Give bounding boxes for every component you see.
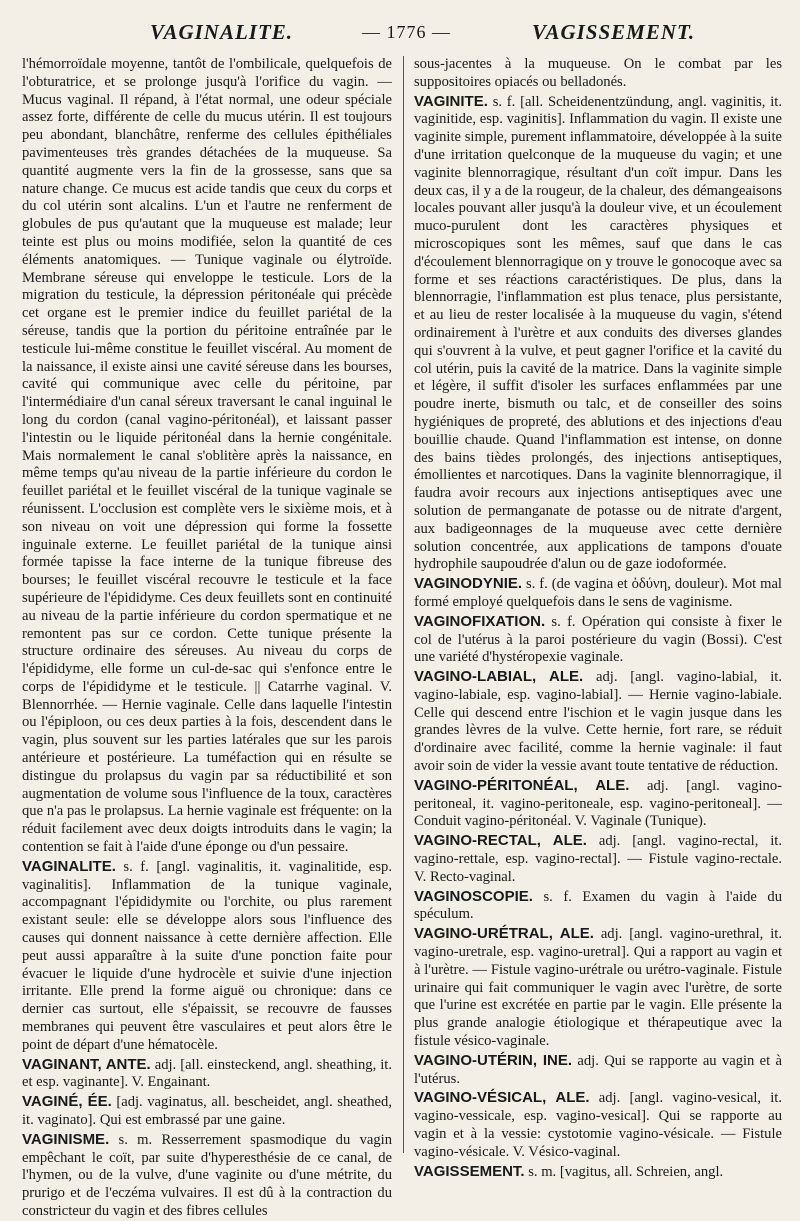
entry-vagino-uretral: VAGINO-URÉTRAL, ALE. adj. [angl. vagino-urethral, it. vagino-uretrale, esp. vagino-uretral]. Qui a rapport au vagin et à l'urètre. — Fistule vagino-urétrale ou urétro-vaginale. Fistule urinaire qui fait communiquer le vagin avec l'urètre, de sorte que l'urine est excrétée en partie par le vagin. Elle présente la plus grande analogie étiologique et thérapeutique avec la fistule vésico-vaginale.: [414, 925, 782, 1050]
entry-vaginofixation: VAGINOFIXATION. s. f. Opération qui consiste à fixer le col de l'utérus à la paroi postérieure du vagin (Bossi). C'est une variété d'hystéropexie vaginale.: [414, 612, 782, 666]
header-left-guideword: VAGINALITE.: [150, 20, 294, 44]
left-column: [22, 56, 392, 1219]
page-number: — 1776 —: [362, 22, 451, 42]
continued-paragraph: l'hémorroïdale moyenne, tantôt de l'ombilicale, quelquefois de l'obturatrice, et se prolonge jusqu'à l'orifice du vagin. — Mucus vaginal. Il répand, à l'état normal, une odeur spéciale assez forte, différente de celle du mucus utérin. Il est toujours peu abondant, blanchâtre, renferme des cellules épithéliales pavimenteuses très grandes détachées de la muqueuse. Sa quantité augmente vers la fin de la grossesse, sans que sa nature change. Ce mucus est acide tandis que ceux du corps et du col utérin sont alcalins. L'un et l'autre ne renferment de globules de pus qu'autant que la muqueuse est malade; leur teinte est plus ou moins modifiée, selon la quantité de ces éléments anatomiques. — Tunique vaginale ou élytroïde. Membrane séreuse qui enveloppe le testicule. Lors de la migration du testicule, la dépression péritonéale qui précède cet organe est le premier indice du feuillet pariétal de la séreuse, tandis que la portion du péritoine entraînée par le testicule lui-même constitue le feuillet viscéral. Au moment de la naissance, il existe ainsi une cavité séreuse dans les bourses, cavité qui communique avec celle du péritoine, par l'intermédiaire d'un canal séreux traversant le canal inguinal le long du cordon (canal vagino-péritonéal), et laissant passer l'intestin ou le liquide péritonéal dans la hernie congénitale. Mais normalement le canal s'oblitère après la naissance, en même temps qu'au niveau de la partie inférieure du cordon le feuillet pariétal et le feuillet viscéral de la tunique vaginale se réunissent. L'occlusion est complète vers le sixième mois, et à son niveau on voit une dépression qui forme la fossette inguinale externe. Le feuillet pariétal de la tunique ainsi formée tapisse la face interne de la tunique fibreuse des bourses; le feuillet viscéral recouvre le testicule et la face supérieure de l'épididyme. Ces deux feuillets sont en continuité au niveau de la partie inférieure du cordon spermatique et ne remontent pas sur ce cordon. Cette tunique présente la structure ordinaire des séreuses. Au niveau du corps de l'épididyme, elle forme un cul-de-sac qui s'enfonce entre le corps de l'épididyme et le testicule. || Catarrhe vaginal. V. Blennorrhée. — Hernie vaginale. Celle dans laquelle l'intestin ou l'épiploon, ou ces deux parties à la fois, descendent dans le vagin, plus souvent sur les parties latérales que sur les parois antérieure et postérieure. La tuméfaction qui en résulte se distingue du prolapsus du vagin par sa réductibilité et son augmentation de volume sous l'influence de la toux, caractères que n'a pas le prolapsus. La hernie vaginale est fréquente: on la réduit facilement avec deux doigts introduits dans le vagin; la contention se fait à l'aide d'une éponge ou d'un pessaire.: [22, 56, 392, 856]
entry-vaginalite: VAGINALITE. s. f. [angl. vaginalitis, it. vaginalitide, esp. vaginalitis]. Inflammation de la tunique vaginale, accompagnant l'épididymite ou l'orchite, ou plus rarement existant seule: elle se développe alors sous l'influence des causes qui donnent naissance à cette dernière affection. Elle peut aussi apparaître à la suite d'une ponction faite pour évacuer le liquide d'une hydrocèle et suivie d'une injection irritante. Elle prend la forme aiguë ou chronique: dans ce dernier cas surtout, elle s'épaissit, se recouvre de fausses membranes qui peuvent être vasculaires et peut alors être le point de départ d'une hématocèle.: [22, 857, 392, 1053]
entry-vagine: VAGINÉ, ÉE. [adj. vaginatus, all. bescheidet, angl. sheathed, it. vaginato]. Qui est embrassé par une gaine.: [22, 1093, 392, 1129]
entry-vagino-rectal: VAGINO-RECTAL, ALE. adj. [angl. vagino-rectal, it. vagino-rettale, esp. vagino-rectal]. — Fistule vagino-rectale. V. Recto-vaginal.: [414, 832, 782, 885]
entry-vagino-peritoneal: VAGINO-PÉRITONÉAL, ALE. adj. [angl. vagino-peritoneal, it. vagino-peritoneale, esp. vagino-peritoneal]. — Conduit vagino-péritonéal. V. Vaginale (Tunique).: [414, 776, 782, 830]
entry-vagino-uterin: VAGINO-UTÉRIN, INE. adj. Qui se rapporte au vagin et à l'utérus.: [414, 1051, 782, 1087]
continued-paragraph-right: sous-jacentes à la muqueuse. On le combat par les suppositoires opiacés ou belladonés.: [414, 56, 782, 90]
column-divider: [403, 56, 404, 1153]
page-header: [0, 6, 800, 46]
entry-vagino-labial: VAGINO-LABIAL, ALE. adj. [angl. vagino-labial, it. vagino-labiale, esp. vagino-labial]. — Hernie vagino-labiale. Celle qui descend entre l'ischion et le vagin jusque dans les grandes lèvres de la vulve. Cette hernie, fort rare, se réduit d'ordinaire avec facilité, comme la hernie vaginale: il faut avoir soin de vider la vessie avant toute tentative de réduction.: [414, 668, 782, 775]
entry-vaginoscopie: VAGINOSCOPIE. s. f. Examen du vagin à l'aide du spéculum.: [414, 887, 782, 923]
right-column: [414, 56, 782, 1185]
header-right-guideword: VAGISSEMENT.: [532, 20, 696, 44]
entry-vaginodynie: VAGINODYNIE. s. f. (de vagina et ὀδύνη, douleur). Mot mal formé employé quelquefois dans le sens de vaginisme.: [414, 575, 782, 610]
entry-vagino-vesical: VAGINO-VÉSICAL, ALE. adj. [angl. vagino-vesical, it. vagino-vessicale, esp. vagino-vesical]. Qui se rapporte au vagin et à la vessie: cystotomie vagino-vésicale. — Fistule vagino-vésicale. V. Vésico-vaginal.: [414, 1089, 782, 1160]
entry-vaginant: VAGINANT, ANTE. adj. [all. einsteckend, angl. sheathing, it. et esp. vaginante]. V. Engainant.: [22, 1055, 392, 1091]
entry-vaginite: VAGINITE. s. f. [all. Scheidenentzündung, angl. vaginitis, it. vaginitide, esp. vaginitis]. Inflammation du vagin. Il existe une vaginite simple, purement inflammatoire, développée à la suite d'une irritation quelconque de la muqueuse du vagin; et une vaginite blennorragique, résultant d'un coït impur. Dans les deux cas, il y a de la rougeur, de la chaleur, des démangeaisons locales pouvant aller jusqu'à la douleur vive, et un écoulement muco-purulent dont les caractères physiques et microscopiques sont les mêmes, sauf que dans le cas d'écoulement blennorragique on y trouve le gonocoque avec sa forme et ses réactions caractéristiques. De plus, dans la blennorragie, l'inflammation est plus tenace, plus persistante, et au lieu de rester localisée à la muqueuse du vagin, s'étend ordinairement à l'urètre et aux conduits des diverses glandes qui s'ouvrent à la vulve, et peut gagner l'orifice et la cavité du col utérin, puis la cavité de la matrice. Dans la vaginite simple et légère, il suffit d'isoler les surfaces enflammées par une poudre inerte, bismuth ou talc, et de conseiller des soins hygiéniques de propreté, des ablutions et des injections d'eau bouillie chaude. Quand l'inflammation est intense, on donne des bains tièdes prolongés, des injections antiseptiques, émollientes et narcotiques. Dans la vaginite blennorragique, il faudra avoir recours aux injections antiseptiques avec une solution de permanganate de potasse ou de nitrate d'argent, aux badigeonnages de la muqueuse avec cette dernière solution concentrée, aux applications de tampons d'ouate hydrophile saupoudrée d'alun ou de gaze iodoformée.: [414, 92, 782, 573]
entry-vagissement: VAGISSEMENT. s. m. [vagitus, all. Schreien, angl.: [414, 1162, 724, 1180]
entry-vaginisme: VAGINISME. s. m. Resserrement spasmodique du vagin empêchant le coït, par suite d'hyperesthésie de ce canal, de l'hymen, ou de la vulve, d'une vaginite ou d'une métrite, du prurigo et de l'eczéma vulvaires. Il est dû à la contraction du constricteur du vagin et des fibres cellules: [22, 1130, 392, 1219]
